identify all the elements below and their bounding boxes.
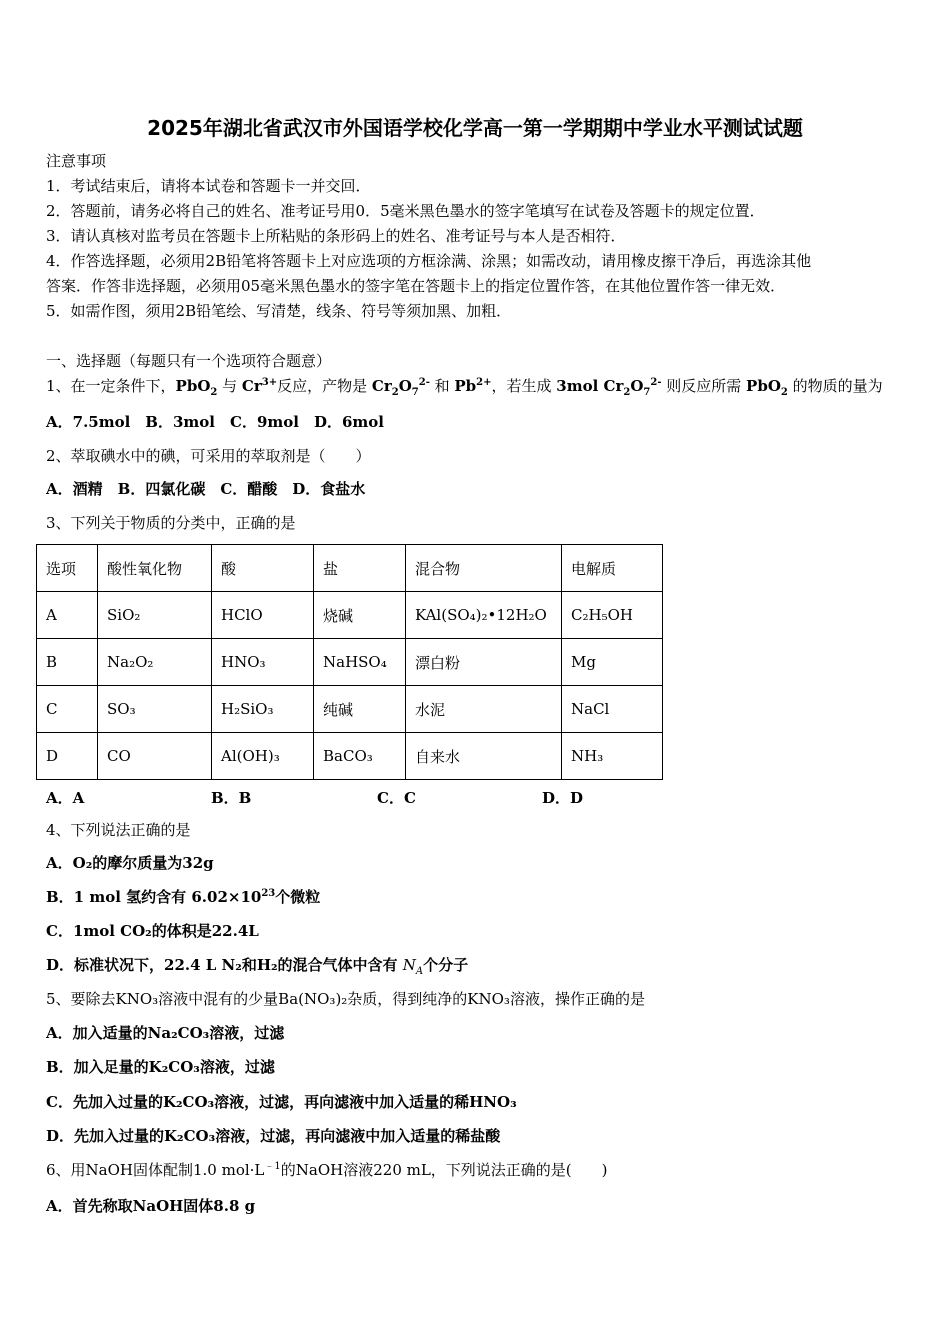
q3-option-b: B．B: [211, 789, 252, 807]
q2-stem: 2、萃取碘水中的碘，可采用的萃取剂是（ ）: [46, 447, 371, 465]
table-cell: H₂SiO₃: [212, 686, 314, 733]
table-cell: D: [37, 733, 98, 780]
table-cell: A: [37, 592, 98, 639]
q5-option-d: D．先加入过量的K₂CO₃溶液，过滤，再向滤液中加入适量的稀盐酸: [46, 1127, 501, 1145]
q4-option-a: A．O₂的摩尔质量为32g: [46, 854, 214, 872]
q3-stem: 3、下列关于物质的分类中，正确的是: [46, 514, 296, 532]
table-cell: NaHSO₄: [314, 639, 406, 686]
table-cell: 自来水: [406, 733, 562, 780]
q2-options: A．酒精 B．四氯化碳 C．醋酸 D．食盐水: [46, 480, 366, 498]
notice-item-3: 3．请认真核对监考员在答题卡上所粘贴的条形码上的姓名、准考证号与本人是否相符．: [46, 227, 626, 245]
q5-option-a: A．加入适量的Na₂CO₃溶液，过滤: [46, 1024, 285, 1042]
table-cell: 烧碱: [314, 592, 406, 639]
table-row: [37, 592, 663, 639]
table-row: [37, 733, 663, 780]
table-cell: 纯碱: [314, 686, 406, 733]
table-cell: 漂白粉: [406, 639, 562, 686]
q4-option-b: B．1 mol 氢约含有 $6.02\times 10^{23}$个微粒: [46, 888, 321, 906]
section-heading: 一、选择题（每题只有一个选项符合题意）: [46, 352, 332, 370]
table-header-cell: 盐: [314, 545, 406, 592]
q6-option-a: A．首先称取NaOH固体8.8 g: [46, 1197, 256, 1215]
table-cell: 水泥: [406, 686, 562, 733]
table-cell: CO: [98, 733, 212, 780]
table-cell: BaCO₃: [314, 733, 406, 780]
q5-option-b: B．加入足量的K₂CO₃溶液，过滤: [46, 1058, 275, 1076]
q5-stem: 5、要除去KNO₃溶液中混有的少量Ba(NO₃)₂杂质，得到纯净的KNO₃溶液，操作正确的是: [46, 990, 645, 1008]
notice-heading: 注意事项: [46, 152, 107, 170]
table-header-cell: 混合物: [406, 545, 562, 592]
q1-stem: 1、在一定条件下，PbO$_2$ 与 $Cr^{3+}$反应，产物是 $Cr_2O_7^{2-}$ 和 $Pb^{2+}$，若生成 3mol $Cr_2O_7^{2-}$ 则反应所需 PbO$_2$ 的物质的量为: [46, 377, 883, 398]
table-row: [37, 639, 663, 686]
q3-option-a: A．A: [46, 789, 85, 807]
table-header-cell: 酸性氧化物: [98, 545, 212, 592]
table-cell: HClO: [212, 592, 314, 639]
table-cell: NH₃: [562, 733, 663, 780]
table-cell: HNO₃: [212, 639, 314, 686]
table-cell: KAl(SO₄)₂•12H₂O: [406, 592, 562, 639]
q4-stem: 4、下列说法正确的是: [46, 821, 191, 839]
table-cell: B: [37, 639, 98, 686]
q1-options: A．7.5mol B．3mol C．9mol D．6mol: [46, 413, 384, 431]
table-cell: SiO₂: [98, 592, 212, 639]
q3-option-c: C．C: [377, 789, 416, 807]
notice-item-4: 4．作答选择题，必须用2B铅笔将答题卡上对应选项的方框涂满、涂黑；如需改动，请用橡皮擦干净后，再选涂其他: [46, 252, 812, 270]
q5-option-c: C．先加入过量的K₂CO₃溶液，过滤，再向滤液中加入适量的稀HNO₃: [46, 1093, 517, 1111]
notice-item-5: 5．如需作图，须用2B铅笔绘、写清楚，线条、符号等须加黑、加粗．: [46, 302, 512, 320]
table-cell: C: [37, 686, 98, 733]
q3-classification-table: [36, 544, 663, 780]
table-row: [37, 686, 663, 733]
q6-stem: 6、用NaOH固体配制1.0 $mol\cdot L^{﹣1}$的NaOH溶液220 mL，下列说法正确的是( ): [46, 1161, 608, 1179]
table-cell: NaCl: [562, 686, 663, 733]
table-header-cell: 酸: [212, 545, 314, 592]
q4-option-d: D．标准状况下，22.4 L N₂和H₂的混合气体中含有 $N_A$个分子: [46, 956, 469, 977]
table-cell: Al(OH)₃: [212, 733, 314, 780]
table-row: [37, 545, 663, 592]
q3-option-d: D．D: [542, 789, 584, 807]
table-cell: Mg: [562, 639, 663, 686]
page-title: 2025年湖北省武汉市外国语学校化学高一第一学期期中学业水平测试试题: [147, 116, 803, 140]
notice-item-2: 2．答题前，请务必将自己的姓名、准考证号用0．5毫米黑色墨水的签字笔填写在试卷及答题卡的规定位置．: [46, 202, 765, 220]
table-cell: C₂H₅OH: [562, 592, 663, 639]
table-header-cell: 选项: [37, 545, 98, 592]
table-cell: Na₂O₂: [98, 639, 212, 686]
table-header-cell: 电解质: [562, 545, 663, 592]
notice-item-1: 1．考试结束后，请将本试卷和答题卡一并交回．: [46, 177, 371, 195]
table-cell: SO₃: [98, 686, 212, 733]
q4-option-c: C．1mol CO₂的体积是22.4L: [46, 922, 259, 940]
notice-item-4-cont: 答案．作答非选择题，必须用05毫米黑色墨水的签字笔在答题卡上的指定位置作答，在其他位置作答一律无效．: [46, 277, 786, 295]
